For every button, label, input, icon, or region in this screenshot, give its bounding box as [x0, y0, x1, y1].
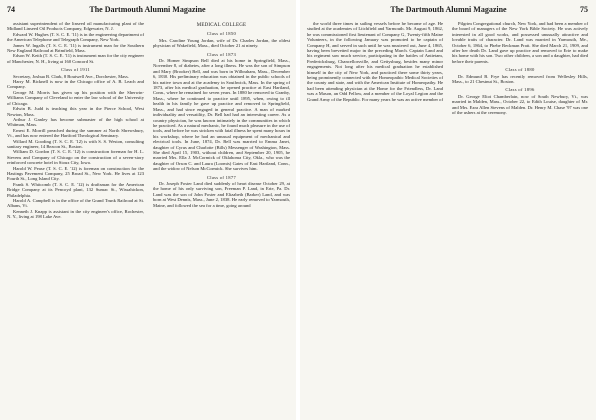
right-column-2	[452, 21, 588, 116]
section-heading: MEDICAL COLLEGE	[196, 23, 247, 28]
paragraph: Arthur J. Ganley has become submaster of the high school at Whitman, Mass.	[7, 116, 144, 128]
page-number: 75	[579, 5, 588, 14]
paragraph: Pilgrim Congregational church, New York, and had been a member of the board of managers of the New York Bible Society. He was actively interested in all good works, and possessed unusually attractive and lovable traits of character. Dr. Land was married in Yarmouth, Me., October 6, 1864, to Phebe Beckman Pratt. She died March 21, 1909, and after her death Dr. Land gave up practice and removed to Erie to make his home with his son. Two other children, a son and a daughter, had died before their parents.	[452, 21, 588, 64]
paragraph: Frank S. Whitcomb (T. S. C. E. '12) is draftsman for the American Bridge Company at its Pencoyd plant, 132 Sumac St., Wissahickon, Philadelphia.	[7, 181, 144, 198]
left-page-header	[7, 5, 290, 17]
paragraph: James W. Ingalls (T. S. C. E. '11) is instrument man for the Southern New England Railroad at Brimfield, Mass.	[7, 42, 144, 54]
left-column-2	[153, 21, 290, 220]
running-head: The Dartmouth Alumni Magazine	[89, 5, 206, 14]
right-column-1	[307, 21, 443, 116]
paragraph: Ernest E. Morrill preached during the summer at North Shrewsbury, Vt., and has now entered the Hartford Theological Seminary.	[7, 127, 144, 139]
paragraph: Harold W. Pease (T. S. C. E. '12) is foreman on construction for the Hastings Pavement Company, 25 Broad St., New York. He lives at 123 Fourth St., Long Island City.	[7, 165, 144, 182]
paragraph: Dr. Edmund B. Frye has recently removed from Wellesley Hills, Mass., to 21 Chestnut St., Boston.	[452, 73, 588, 85]
running-head: The Dartmouth Alumni Magazine	[390, 5, 507, 14]
paragraph: Edwin B. Judd is teaching this year in the Pierce School, West Newton, Mass.	[7, 106, 144, 117]
paragraph: Dr. Joseph Foster Land died suddenly of heart disease October 29, at the home of his only surviving son, Freeman P. Land, in Erie, Pa. Dr. Land was the son of John Foster and Elizabeth (Barker) Land, and was born at West Dennis, Mass., June 2, 1838. He early removed to Yarmouth, Maine, and followed the sea for a time, going around	[153, 180, 290, 208]
class-heading: Class of 1880	[505, 67, 535, 73]
paragraph: Edson W. Keith (T. S. C. E. '11) is instrument man for the city engineer of Manchester, N. H., living at 160 Concord St.	[7, 53, 144, 64]
paragraph: Kenneth J. Knapp is assistant in the city engineer's office, Rochester, N. Y., living at 198 Lake Ave.	[7, 208, 144, 220]
paragraph: Mrs. Caroline Young Jordan, wife of Dr. Charles Jordan, the oldest physician of Wakefield, Mass., died October 21 at ninety.	[153, 37, 290, 49]
page-number: 74	[7, 5, 15, 14]
paragraph: Harold A. Campbell is in the office of the Grand Trunk Railroad at St. Albans, Vt.	[7, 198, 144, 209]
paragraph: Harry M. Bicknell is now in the Chicago office of A. B. Leach and Company.	[7, 79, 144, 90]
paragraph: the world three times in sailing vessels before he became of age. He studied at the academies of Litchfield and Yarmouth. Mr. August 9, 1862, he was commissioned first lieutenant of Company G, Twenty-fifth Maine Volunteers, in the following January was promoted to be captain of Company H, and served in such until he was mustered out, June 4, 1865, having been brevetted major in the preceding March. Captain Land and his regiment saw much service, participating in the battles of Antietam, Fredericksburg, Chancellorsville, and Gettysburg, besides many minor engagements. Not long after his medical graduation he established himself in the city of New York, and practiced there some thirty years, being prominently connected with the Homeopathic Medical Societies of the county and state, and with the American Institute of Homeopathy. He had been attending physician at the Home for the Friendless, Dr. Land was a Mason, an Odd Fellow, and a member of the Loyal Legion and the Grand Army of the Republic. For many years he was an active member of	[307, 21, 443, 102]
paragraph: Edward W. Hughes (T. S. C. E. '11) is in the engineering department of the American Telephone and Telegraph Company, New York.	[7, 31, 144, 43]
left-page	[0, 0, 296, 420]
paragraph: Dr. Homer Simpson Bell died at his home in Springfield, Mass., November 8, of diabetes, after a long illness. He was the son of Simpson and Mary (Brooker) Bell, and was born in Wilbraham, Mass., December 6, 1830. His preliminary education was obtained in the public schools of his native town and at the academy in Southwick, Mass. In the spring of 1873, after his medical graduation, he opened practice at East Hartland, Conn., where he remained for seven years. In 1880 he removed to Granby, Mass., where he continued to practice until 1895, when, owing to ill health in his family he gave up practice and removed to Springfield, Mass., and had since engaged in general practice. A man of marked individuality and versatility, Dr. Bell had had an interesting career. As a country physician, he was known intimately in the communities in which he practiced. As a natural mechanic, he found much pleasure in the use of tools, and before he was stricken with fatal illness he spent many hours in his workshop, where he had an unusual equipment of mechanical and electrical tools. In June, 1874, Dr. Bell was married to Emma Janet, daughter of Cyrus and Charlotte (Bills) Messenger of Washington, Mass. She died April 15, 1903, without children, and September 20, 1905, he married Mrs. Ella J. McCormick of Oklahoma City, Okla., who was the daughter of Orson C. and Laura (Loomis) Gates of East Hartland, Conn., and the widow of Nelson McCormick. She survives him.	[153, 58, 290, 172]
paragraph: Secretary, Joshua B. Clark, 8 Boutwell Ave., Dorchester, Mass.	[13, 73, 129, 79]
paragraph: William D. Gordon (T. S. C. E. '12) is construction foreman for H. L. Stevens and Company of Chicago on the construction of a seven-story reinforced concrete hotel in Sioux City, Iowa.	[7, 149, 144, 166]
left-column-1	[7, 21, 144, 220]
paragraph: Dr. George Eliot Chamberlain, now of South Newbury, Vt., was married in Malden, Mass., October 22, to Edith Louise, daughter of Mr. and Mrs. Ezra Allen Stevens of Malden. Dr. Henry M. Chase '97 was one of the ushers at the ceremony.	[452, 93, 588, 116]
class-heading: Class of 1896	[505, 87, 535, 93]
right-page-header	[307, 5, 588, 17]
paragraph: assistant superintendent of the linseed oil manufacturing plant of the Midland Linseed Oil Products Company, Edgewater, N. J.	[7, 21, 144, 32]
right-page	[300, 0, 596, 420]
class-heading: Class of 1850	[206, 31, 237, 37]
class-heading: Class of 1911	[61, 67, 90, 73]
paragraph: George M. Morris has given up his position with the Sherwin-Williams Company of Cleveland to enter the law school of the University of Chicago.	[7, 89, 144, 106]
class-heading: Class of 1873	[206, 51, 237, 57]
class-heading: Class of 1877	[206, 174, 237, 180]
paragraph: Willard M. Gooding (T. S. C. E. '12) is with S. S. Weston, consulting sanitary engineer, 14 Beacon St., Boston.	[7, 138, 144, 149]
